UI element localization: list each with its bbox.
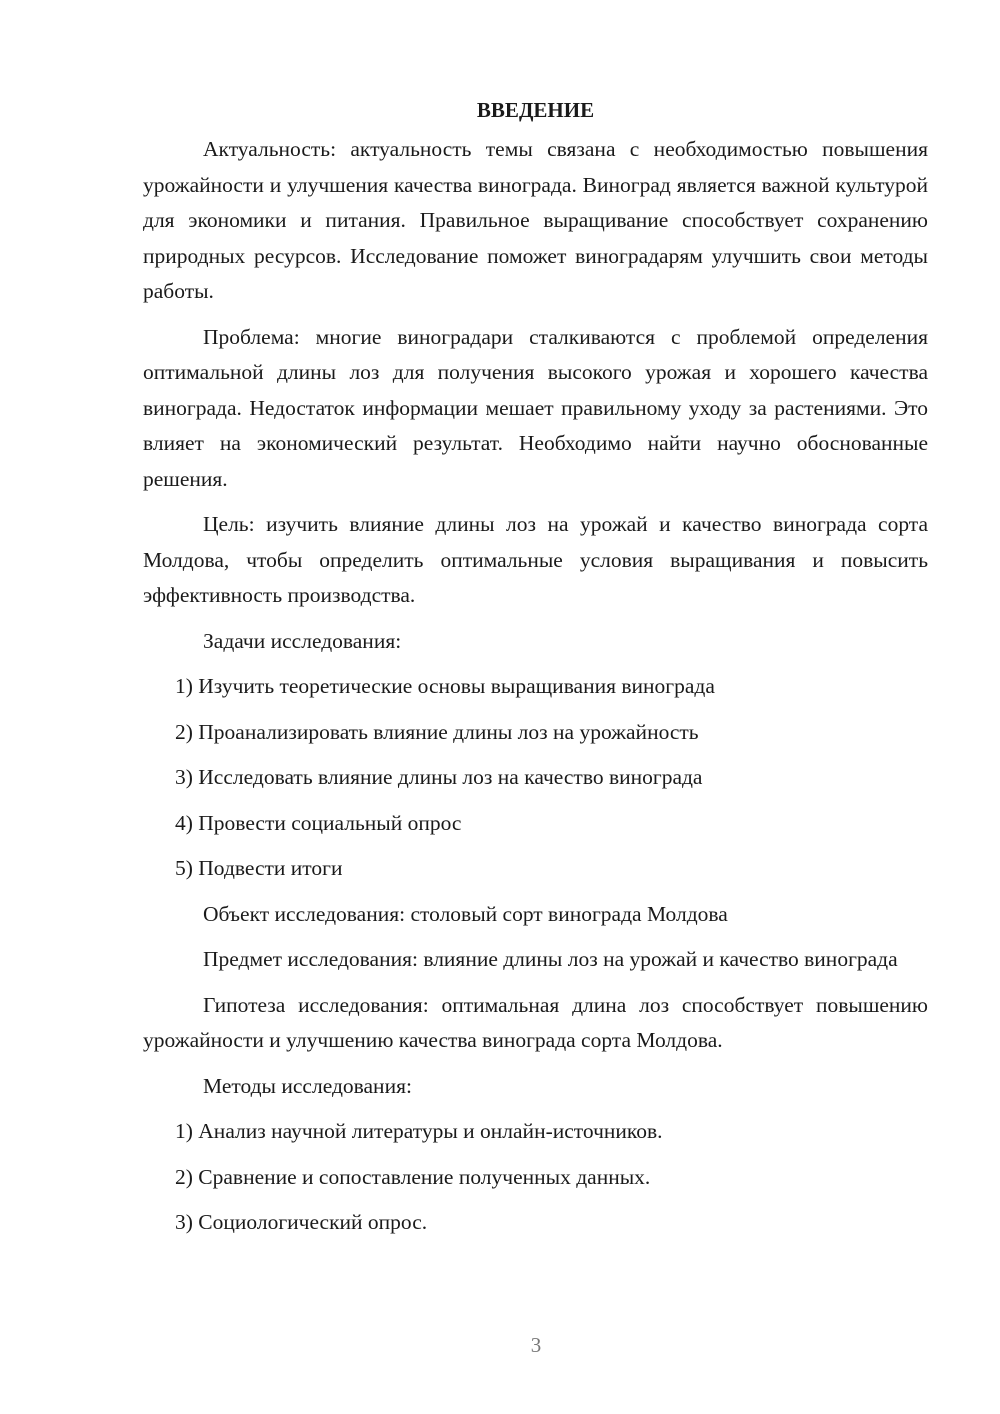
- method-item-1: 1) Анализ научной литературы и онлайн-источников.: [175, 1119, 663, 1143]
- section-title: ВВЕДЕНИЕ: [476, 98, 595, 122]
- object-paragraph: Объект исследования: столовый сорт винограда Молдова: [203, 901, 728, 926]
- document-page: [143, 92, 928, 1251]
- hypothesis-paragraph: Гипотеза исследования: оптимальная длина лоз способствует повышению урожайности и улучшению качества винограда сорта Молдова.: [143, 992, 928, 1052]
- method-item-2: 2) Сравнение и сопоставление полученных данных.: [175, 1164, 651, 1189]
- relevance-paragraph: Актуальность: актуальность темы связана с необходимостью повышения урожайности и улучшения качества винограда. Виноград является важной культурой для экономики и питания. Правильное выращивание способствует сохранению природных ресурсов. Исследование поможет виноградарям улучшить свои методы работы.: [143, 137, 928, 303]
- tasks-heading: Задачи исследования:: [203, 628, 402, 653]
- subject-paragraph: Предмет исследования: влияние длины лоз на урожай и качество винограда: [203, 947, 898, 971]
- task-item-3: 3) Исследовать влияние длины лоз на качество винограда: [175, 765, 703, 789]
- method-item-3: 3) Социологический опрос.: [175, 1210, 428, 1234]
- goal-paragraph: Цель: изучить влияние длины лоз на урожай и качество винограда сорта Молдова, чтобы определить оптимальные условия выращивания и повысить эффективность производства.: [143, 512, 928, 607]
- task-item-1: 1) Изучить теоретические основы выращивания винограда: [175, 674, 715, 698]
- task-item-5: 5) Подвести итоги: [175, 856, 343, 880]
- task-item-4: 4) Провести социальный опрос: [175, 810, 462, 835]
- methods-heading: Методы исследования:: [203, 1073, 412, 1098]
- page-number: 3: [530, 1333, 542, 1357]
- task-item-2: 2) Проанализировать влияние длины лоз на урожайность: [175, 719, 699, 744]
- problem-paragraph: Проблема: многие виноградари сталкиваются с проблемой определения оптимальной длины лоз для получения высокого урожая и хорошего качества винограда. Недостаток информации мешает правильному уходу за растениями. Это влияет на экономический результат. Необходимо найти научно обоснованные решения.: [143, 324, 928, 491]
